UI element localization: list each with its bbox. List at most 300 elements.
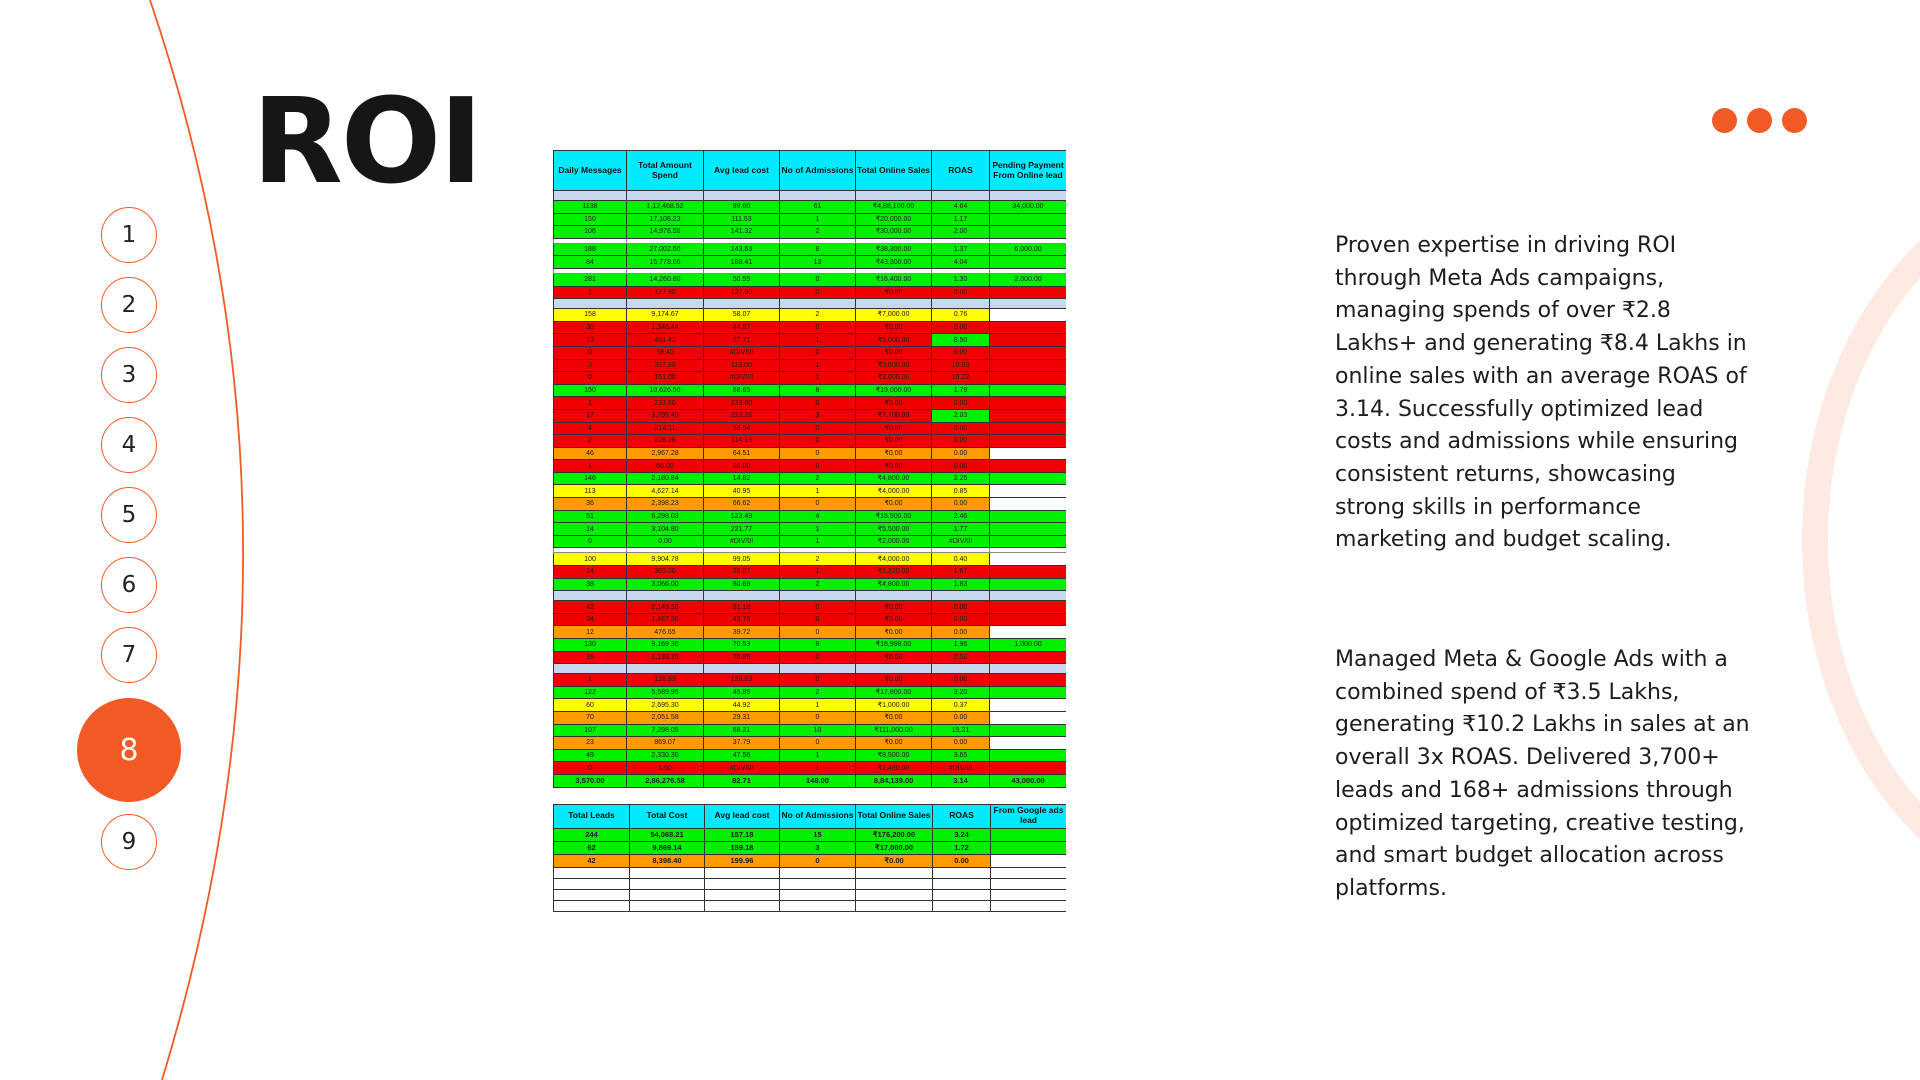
table-cell: 66.00 [627, 460, 704, 473]
table-cell: ₹30,000.00 [856, 226, 932, 239]
table-cell: 0.00 [932, 651, 990, 664]
nav-item-4[interactable]: 4 [101, 417, 157, 473]
table-cell [627, 664, 704, 674]
table-cell: #DIV/0! [932, 535, 990, 548]
table-cell: 14 [554, 566, 627, 579]
table-cell: 0.00 [932, 460, 990, 473]
table-cell: 0 [780, 346, 856, 359]
table-cell: ₹0.00 [856, 651, 932, 664]
table-cell: ₹20,000.00 [856, 213, 932, 226]
table-cell [990, 321, 1067, 334]
table-cell: 7,298.05 [627, 724, 704, 737]
table-cell: ₹4,800.00 [856, 472, 932, 485]
table-cell: 23 [554, 737, 627, 750]
table-row [554, 651, 1067, 664]
table-cell [990, 372, 1067, 385]
table-row [554, 889, 1067, 900]
table-row [554, 510, 1067, 523]
table-cell: 9,869.14 [630, 841, 705, 854]
table-cell: 119.00 [704, 359, 780, 372]
table-cell [704, 191, 780, 201]
table-cell: 126.83 [627, 674, 704, 687]
table-row [554, 435, 1067, 448]
column-header: Total Leads [554, 804, 630, 828]
table-cell: ₹19,000.00 [856, 384, 932, 397]
table-row [554, 523, 1067, 536]
nav-item-6[interactable]: 6 [101, 557, 157, 613]
table-cell: 0.00 [932, 737, 990, 750]
table-cell: 43.75 [704, 613, 780, 626]
google-ads-table [553, 804, 1066, 912]
table-cell [990, 447, 1067, 460]
table-cell [990, 601, 1067, 614]
table-cell: 1 [780, 523, 856, 536]
table-cell: 107 [554, 724, 627, 737]
table-cell: 1 [554, 674, 627, 687]
table-cell: 8 [780, 639, 856, 652]
table-row [554, 762, 1067, 775]
table-cell [990, 299, 1067, 309]
table-cell: 44.87 [704, 321, 780, 334]
table-cell: 15.21 [932, 724, 990, 737]
table-cell: 1138 [554, 201, 627, 214]
table-cell [990, 309, 1067, 322]
table-cell [932, 591, 990, 601]
table-cell: 84 [554, 256, 627, 269]
table-cell: 1,487.36 [627, 613, 704, 626]
table-cell: ₹5,000.00 [856, 334, 932, 347]
table-cell [856, 867, 933, 878]
table-cell [990, 191, 1067, 201]
table-row [554, 626, 1067, 639]
table-cell: 51 [554, 510, 627, 523]
table-cell: 0.00 [932, 286, 990, 299]
table-cell [990, 397, 1067, 410]
table-cell: ₹0.00 [856, 601, 932, 614]
table-cell: 0 [780, 601, 856, 614]
table-cell: 64.51 [704, 447, 780, 460]
table-cell [990, 578, 1067, 591]
table-cell [990, 435, 1067, 448]
table-cell: 481.42 [627, 334, 704, 347]
table-row [554, 299, 1067, 309]
table-cell [990, 749, 1067, 762]
table-cell: ₹7,700.00 [856, 409, 932, 422]
table-cell: 0.00 [932, 711, 990, 724]
table-cell: 122 [554, 686, 627, 699]
table-cell: 143.63 [704, 243, 780, 256]
table-row [554, 841, 1067, 854]
table-cell: 161.00 [627, 372, 704, 385]
table-cell: 0 [780, 711, 856, 724]
table-cell: 148.00 [780, 774, 856, 787]
table-cell [990, 591, 1067, 601]
table-cell: 13 [554, 334, 627, 347]
table-cell [704, 664, 780, 674]
table-cell: 43,000.00 [990, 774, 1067, 787]
table-cell: 2 [780, 309, 856, 322]
table-cell [856, 664, 932, 674]
table-cell: 0 [780, 674, 856, 687]
table-cell: ₹0.00 [856, 737, 932, 750]
table-cell: 1,12,468.52 [627, 201, 704, 214]
table-cell [990, 711, 1067, 724]
table-cell: 1.50 [627, 762, 704, 775]
table-cell [705, 900, 780, 911]
table-cell: 70 [554, 711, 627, 724]
table-cell: 47.56 [704, 749, 780, 762]
roi-spreadsheet-screenshot [553, 150, 1066, 966]
table-cell: #DIV/0! [704, 762, 780, 775]
table-cell: 40.95 [704, 485, 780, 498]
table-cell: 37.79 [704, 737, 780, 750]
column-header: ROAS [933, 804, 991, 828]
table-cell: 0 [554, 346, 627, 359]
table-cell [990, 334, 1067, 347]
table-row [554, 309, 1067, 322]
table-cell: 1.79 [932, 384, 990, 397]
table-cell: 0 [780, 397, 856, 410]
table-cell: 9,169.30 [627, 639, 704, 652]
table-cell: ₹7,000.00 [856, 309, 932, 322]
table-cell: 158 [554, 309, 627, 322]
table-row [554, 737, 1067, 750]
table-cell [990, 409, 1067, 422]
table-cell [933, 889, 991, 900]
table-cell: 68.65 [704, 384, 780, 397]
table-cell [990, 472, 1067, 485]
table-cell [990, 498, 1067, 511]
nav-item-8[interactable]: 8 [77, 698, 181, 802]
table-cell [932, 664, 990, 674]
table-cell: 14,260.80 [627, 273, 704, 286]
table-cell: 0 [780, 286, 856, 299]
table-cell: 0.40 [932, 553, 990, 566]
table-cell: 1.77 [932, 523, 990, 536]
table-cell: 36 [554, 498, 627, 511]
table-cell: 1 [780, 762, 856, 775]
table-cell [933, 878, 991, 889]
table-cell [856, 591, 932, 601]
table-cell [704, 591, 780, 601]
table-cell: 13 [780, 256, 856, 269]
nav-item-5[interactable]: 5 [101, 487, 157, 543]
table-cell: 199.96 [705, 854, 780, 867]
table-cell: 10.03 [932, 359, 990, 372]
table-cell: 8 [780, 243, 856, 256]
table-cell [990, 384, 1067, 397]
table-cell: ₹17,000.00 [856, 841, 933, 854]
table-cell: 10 [780, 724, 856, 737]
table-cell: 233.60 [704, 397, 780, 410]
table-cell: 14.82 [704, 472, 780, 485]
table-cell: ₹0.00 [856, 460, 932, 473]
table-cell [991, 878, 1067, 889]
table-row [554, 485, 1067, 498]
table-cell: ₹0.00 [856, 346, 932, 359]
table-cell [991, 828, 1067, 841]
table-cell [554, 191, 627, 201]
table-cell: ₹4,800.00 [856, 578, 932, 591]
table-cell: 1.37 [932, 243, 990, 256]
table-cell: 14 [554, 523, 627, 536]
table-cell [990, 422, 1067, 435]
table-cell: ₹1,000.00 [856, 699, 932, 712]
table-cell: 4 [780, 510, 856, 523]
column-header: From Google ads lead [991, 804, 1067, 828]
table-cell: 214.11 [627, 422, 704, 435]
table-cell: 15,778.06 [627, 256, 704, 269]
nav-item-3[interactable]: 3 [101, 347, 157, 403]
table-cell: 27,002.60 [627, 243, 704, 256]
table-row [554, 711, 1067, 724]
table-cell: 53.54 [704, 422, 780, 435]
table-cell [990, 460, 1067, 473]
table-row [554, 664, 1067, 674]
table-cell [630, 867, 705, 878]
table-cell: 5,589.95 [627, 686, 704, 699]
table-cell: #DIV/0! [704, 372, 780, 385]
table-cell [991, 900, 1067, 911]
table-cell: 54,068.21 [630, 828, 705, 841]
table-cell: ₹176,200.00 [856, 828, 933, 841]
table-cell: 2 [780, 553, 856, 566]
table-cell: ₹0.00 [856, 674, 932, 687]
table-cell [991, 867, 1067, 878]
table-cell: 66.62 [704, 498, 780, 511]
table-cell: 9,174.67 [627, 309, 704, 322]
table-cell [990, 566, 1067, 579]
table-cell [780, 878, 856, 889]
table-cell [780, 591, 856, 601]
table-cell: 1.83 [932, 578, 990, 591]
table-cell: ₹5,500.00 [856, 523, 932, 536]
table-cell: 6,298.03 [627, 510, 704, 523]
table-row [554, 460, 1067, 473]
table-cell: 2,149.38 [627, 601, 704, 614]
table-row [554, 591, 1067, 601]
table-row [554, 724, 1067, 737]
table-cell: 281 [554, 273, 627, 286]
table-cell: 3 [780, 841, 856, 854]
table-cell: 0.00 [932, 613, 990, 626]
table-cell [990, 724, 1067, 737]
nav-item-7[interactable]: 7 [101, 627, 157, 683]
table-cell: 9,904.78 [627, 553, 704, 566]
nav-item-1[interactable]: 1 [101, 207, 157, 263]
nav-item-2[interactable]: 2 [101, 277, 157, 333]
table-cell: 12 [554, 626, 627, 639]
table-cell: #DIV/0! [704, 346, 780, 359]
table-cell: 0.00 [932, 321, 990, 334]
table-row [554, 578, 1067, 591]
column-header: Total Online Sales [856, 151, 932, 191]
table-cell: ₹0.00 [856, 321, 932, 334]
table-cell: 8,84,139.00 [856, 774, 932, 787]
table-cell: 365.00 [627, 566, 704, 579]
table-cell [933, 867, 991, 878]
table-row [554, 900, 1067, 911]
table-cell: 1,346.44 [627, 321, 704, 334]
table-cell [990, 535, 1067, 548]
table-cell [990, 226, 1067, 239]
table-cell [780, 664, 856, 674]
table-cell: 106 [554, 226, 627, 239]
table-cell: ₹0.00 [856, 613, 932, 626]
table-cell: ₹17,800.00 [856, 686, 932, 699]
table-cell: ₹38,300.00 [856, 243, 932, 256]
table-cell: 44.92 [704, 699, 780, 712]
table-cell [990, 256, 1067, 269]
table-cell: 476.65 [627, 626, 704, 639]
table-cell [990, 762, 1067, 775]
table-cell [627, 299, 704, 309]
more-options-icon[interactable] [1712, 108, 1807, 133]
table-row [554, 346, 1067, 359]
table-cell [856, 299, 932, 309]
table-cell: 61 [780, 201, 856, 214]
table-cell: 233.60 [627, 397, 704, 410]
table-cell [554, 299, 627, 309]
table-cell: 70.86 [704, 651, 780, 664]
table-cell: 0 [780, 321, 856, 334]
table-cell: 51.18 [704, 601, 780, 614]
table-cell: 17,108.23 [627, 213, 704, 226]
table-row [554, 201, 1067, 214]
table-cell: 0.00 [932, 498, 990, 511]
table-cell: ₹4,000.00 [856, 485, 932, 498]
table-row [554, 749, 1067, 762]
table-row [554, 213, 1067, 226]
table-cell [990, 485, 1067, 498]
table-cell: 357.98 [627, 359, 704, 372]
table-cell: 0 [780, 651, 856, 664]
table-cell [856, 878, 933, 889]
table-cell: 1.67 [932, 566, 990, 579]
nav-item-9[interactable]: 9 [101, 814, 157, 870]
table-cell: 99.00 [704, 201, 780, 214]
table-cell: 0.00 [932, 626, 990, 639]
table-cell: ₹111,000.00 [856, 724, 932, 737]
table-row [554, 699, 1067, 712]
table-cell: 0 [554, 535, 627, 548]
table-cell: 869.07 [627, 737, 704, 750]
table-cell: 2 [780, 686, 856, 699]
column-header: Avg lead cost [704, 151, 780, 191]
table-cell: 123.49 [704, 510, 780, 523]
table-cell: ₹0.00 [856, 286, 932, 299]
table-cell: 2 [780, 578, 856, 591]
table-cell: 16 [554, 651, 627, 664]
table-cell: 1 [780, 749, 856, 762]
table-row [554, 553, 1067, 566]
column-header: Daily Messages [554, 151, 627, 191]
table-cell [932, 191, 990, 201]
table-cell: 17 [554, 409, 627, 422]
table-cell: 150 [554, 213, 627, 226]
table-cell: 3,570.00 [554, 774, 627, 787]
table-cell: 0.37 [932, 699, 990, 712]
table-cell [630, 878, 705, 889]
table-cell: 2.03 [932, 409, 990, 422]
table-cell: 45.85 [704, 686, 780, 699]
table-row [554, 613, 1067, 626]
table-cell [780, 867, 856, 878]
table-cell: 42 [554, 601, 627, 614]
table-cell: 0.00 [932, 435, 990, 448]
table-cell [990, 346, 1067, 359]
combined-ads-summary: Managed Meta & Google Ads with a combined spend of ₹3.5 Lakhs, generating ₹10.2 Lakhs in sales at an overall 3x ROAS. Delivered 3,700+ leads and 168+ admissions through optimized targeting, creative testing, and smart budget allocation across platforms. [1335, 647, 1750, 901]
table-cell: ₹2,600.00 [856, 372, 932, 385]
table-cell: 2.46 [932, 510, 990, 523]
table-cell: ₹0.00 [856, 435, 932, 448]
table-cell: 39.72 [704, 626, 780, 639]
table-row [554, 867, 1067, 878]
table-cell: ₹16,400.00 [856, 273, 932, 286]
table-cell: 1 [554, 460, 627, 473]
table-cell: 8 [780, 384, 856, 397]
table-cell [990, 674, 1067, 687]
table-cell [990, 213, 1067, 226]
table-cell: 14,978.56 [627, 226, 704, 239]
table-cell: 1.96 [932, 639, 990, 652]
table-cell: 16.22 [932, 372, 990, 385]
table-cell: 1 [554, 286, 627, 299]
column-header: Pending Payment From Online lead [990, 151, 1067, 191]
table-cell: 0.00 [932, 422, 990, 435]
table-cell: 1.30 [932, 273, 990, 286]
table-row [554, 397, 1067, 410]
column-header: Total Online Sales [856, 804, 933, 828]
table-cell [627, 591, 704, 601]
table-cell: 1 [780, 359, 856, 372]
table-cell: 223.26 [704, 409, 780, 422]
table-cell: 4 [554, 422, 627, 435]
table-cell: 114.13 [704, 435, 780, 448]
table-cell: ₹0.00 [856, 854, 933, 867]
table-cell [554, 591, 627, 601]
table-row [554, 321, 1067, 334]
table-cell: 0.00 [627, 535, 704, 548]
table-cell: ₹0.00 [856, 498, 932, 511]
table-cell: 228.26 [627, 435, 704, 448]
table-cell: 3,066.00 [627, 578, 704, 591]
table-row [554, 372, 1067, 385]
table-cell: 80.69 [704, 578, 780, 591]
table-cell: ₹0.00 [856, 711, 932, 724]
column-header: No of Admissions [780, 151, 856, 191]
table-cell [856, 191, 932, 201]
table-cell: 15 [780, 828, 856, 841]
table-cell [933, 900, 991, 911]
table-cell: 1.17 [932, 213, 990, 226]
table-cell: ₹3,600.00 [856, 359, 932, 372]
table-cell: 111.63 [704, 213, 780, 226]
table-cell [554, 664, 627, 674]
table-cell: 0.00 [933, 854, 991, 867]
table-cell [932, 299, 990, 309]
table-cell: 2,330.30 [627, 749, 704, 762]
table-row [554, 472, 1067, 485]
table-cell: 34 [554, 613, 627, 626]
table-cell [991, 889, 1067, 900]
table-cell: 37.71 [704, 334, 780, 347]
column-header: Avg lead cost [705, 804, 780, 828]
table-cell: 26.07 [704, 566, 780, 579]
table-cell: 0.85 [932, 485, 990, 498]
table-cell: 3 [780, 409, 856, 422]
table-cell [990, 613, 1067, 626]
